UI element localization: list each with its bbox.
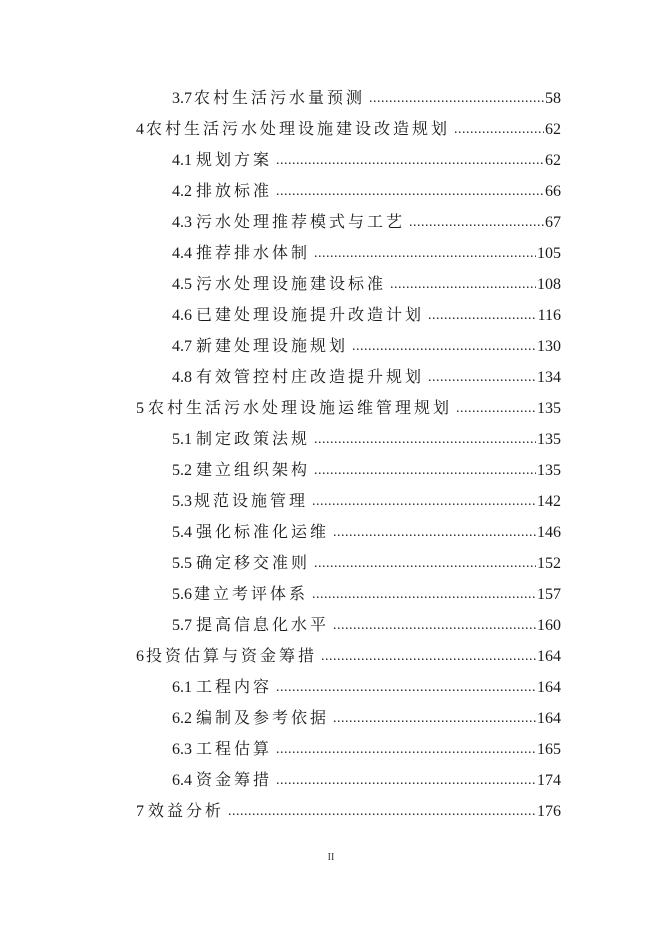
toc-entry-title: 效益分析	[148, 803, 225, 820]
dot-leader	[314, 550, 536, 577]
toc-entry[interactable]	[172, 613, 561, 639]
toc-entry-title: 确定移交准则	[196, 555, 311, 572]
toc-entry[interactable]	[172, 706, 561, 732]
toc-entry-page: 134	[537, 369, 561, 386]
toc-entry-page: 135	[537, 400, 561, 417]
toc-entry[interactable]	[172, 272, 561, 298]
toc-entry-title: 排放标准	[196, 183, 273, 200]
toc-entry-page: 160	[537, 617, 561, 634]
toc-entry-number: 4.2	[172, 183, 192, 200]
page-number: II	[327, 852, 335, 863]
toc-entry-title: 农村生活污水量预测	[194, 90, 366, 107]
toc-entry-page: 62	[545, 121, 561, 138]
toc-entry-number: 4.3	[172, 214, 192, 231]
dot-leader	[276, 178, 544, 205]
toc-entry-title: 有效管控村庄改造提升规划	[196, 369, 425, 386]
toc-entry[interactable]	[172, 675, 561, 701]
toc-entry-number: 6.2	[172, 710, 192, 727]
toc-entry-title: 规范设施管理	[194, 493, 309, 510]
dot-leader	[428, 302, 537, 329]
toc-entry[interactable]	[172, 520, 561, 546]
dot-leader	[314, 457, 536, 484]
dot-leader	[409, 209, 544, 236]
toc-entry-page: 67	[545, 214, 561, 231]
toc-entry-page: 146	[537, 524, 561, 541]
toc-entry-title: 制定政策法规	[196, 431, 311, 448]
dot-leader	[276, 736, 536, 763]
toc-entry-number: 5.2	[172, 462, 192, 479]
dot-leader	[352, 333, 536, 360]
toc-entry-title: 推荐排水体制	[196, 245, 311, 262]
toc-entry[interactable]	[136, 644, 561, 670]
toc-entry-page: 174	[537, 772, 561, 789]
toc-entry[interactable]	[136, 396, 561, 422]
toc-entry-number: 5.6	[172, 586, 192, 603]
toc-entry[interactable]	[172, 551, 561, 577]
toc-entry[interactable]	[172, 179, 561, 205]
toc-entry-title: 投资估算与资金筹措	[146, 648, 318, 665]
toc-entry-number: 6	[136, 648, 144, 665]
toc-entry-title: 建立考评体系	[194, 586, 309, 603]
dot-leader	[369, 85, 544, 112]
toc-entry[interactable]	[172, 148, 561, 174]
toc-entry-page: 164	[537, 679, 561, 696]
toc-entry[interactable]	[172, 768, 561, 794]
toc-entry-page: 164	[537, 648, 561, 665]
toc-entry-title: 污水处理设施建设标准	[196, 276, 387, 293]
dot-leader	[456, 395, 536, 422]
toc-entry-title: 资金筹措	[196, 772, 273, 789]
toc-entry-number: 5.1	[172, 431, 192, 448]
dot-leader	[321, 643, 536, 670]
toc-entry[interactable]	[172, 365, 561, 391]
dot-leader	[312, 581, 536, 608]
dot-leader	[390, 271, 536, 298]
toc-entry-page: 108	[537, 276, 561, 293]
toc-entry-page: 164	[537, 710, 561, 727]
toc-entry-title: 农村生活污水处理设施运维管理规划	[148, 400, 453, 417]
toc-entry-number: 4.1	[172, 152, 192, 169]
dot-leader	[333, 519, 536, 546]
dot-leader	[276, 674, 536, 701]
toc-entry[interactable]	[172, 241, 561, 267]
toc-entry-number: 5.7	[172, 617, 192, 634]
toc-entry-page: 165	[537, 741, 561, 758]
toc-entry-page: 152	[537, 555, 561, 572]
toc-entry-title: 工程内容	[196, 679, 273, 696]
dot-leader	[454, 116, 544, 143]
dot-leader	[228, 798, 536, 825]
toc-entry-page: 142	[537, 493, 561, 510]
dot-leader	[314, 240, 536, 267]
dot-leader	[428, 364, 536, 391]
toc-entry-number: 7	[136, 803, 144, 820]
toc-entry-page: 58	[545, 90, 561, 107]
toc-entry[interactable]	[172, 582, 561, 608]
toc-entry[interactable]	[172, 737, 561, 763]
toc-entry-title: 强化标准化运维	[196, 524, 330, 541]
toc-entry-page: 135	[537, 462, 561, 479]
dot-leader	[333, 612, 536, 639]
toc-entry[interactable]	[172, 458, 561, 484]
toc-entry[interactable]	[172, 334, 561, 360]
toc-entry-title: 提高信息化水平	[196, 617, 330, 634]
toc-entry-title: 编制及参考依据	[196, 710, 330, 727]
toc-entry-number: 5.3	[172, 493, 192, 510]
toc-entry-number: 5.5	[172, 555, 192, 572]
toc-entry[interactable]	[136, 117, 561, 143]
toc-entry-title: 农村生活污水处理设施建设改造规划	[146, 121, 451, 138]
toc-entry-title: 建立组织架构	[196, 462, 311, 479]
toc-entry[interactable]	[172, 489, 561, 515]
toc-entry-number: 5.4	[172, 524, 192, 541]
toc-entry-number: 4.8	[172, 369, 192, 386]
toc-entry-page: 135	[537, 431, 561, 448]
dot-leader	[314, 426, 536, 453]
toc-entry-page: 105	[537, 245, 561, 262]
toc-entry-page: 176	[537, 803, 561, 820]
toc-entry-number: 6.3	[172, 741, 192, 758]
toc-entry[interactable]	[172, 427, 561, 453]
dot-leader	[312, 488, 536, 515]
toc-entry-number: 5	[136, 400, 144, 417]
toc-entry-number: 3.7	[172, 90, 192, 107]
toc-entry-page: 116	[537, 307, 561, 324]
toc-entry[interactable]	[136, 799, 561, 825]
toc-entry-page: 130	[537, 338, 561, 355]
toc-entry-title: 已建处理设施提升改造计划	[196, 307, 425, 324]
dot-leader	[276, 767, 536, 794]
toc-entry[interactable]	[172, 303, 561, 329]
toc-entry-number: 4	[136, 121, 144, 138]
toc-entry-page: 66	[545, 183, 561, 200]
dot-leader	[276, 147, 544, 174]
toc-entry-title: 新建处理设施规划	[196, 338, 349, 355]
toc-entry-number: 4.5	[172, 276, 192, 293]
toc-entry-title: 规划方案	[196, 152, 273, 169]
toc-entry-title: 污水处理推荐模式与工艺	[196, 214, 406, 231]
toc-entry-title: 工程估算	[196, 741, 273, 758]
toc-entry-number: 4.6	[172, 307, 192, 324]
toc-entry[interactable]	[172, 86, 561, 112]
toc-entry-page: 62	[545, 152, 561, 169]
toc-entry-number: 4.7	[172, 338, 192, 355]
toc-entry-page: 157	[537, 586, 561, 603]
toc-entry-number: 6.1	[172, 679, 192, 696]
toc-entry-number: 6.4	[172, 772, 192, 789]
toc-entry-number: 4.4	[172, 245, 192, 262]
dot-leader	[333, 705, 536, 732]
toc-entry[interactable]	[172, 210, 561, 236]
